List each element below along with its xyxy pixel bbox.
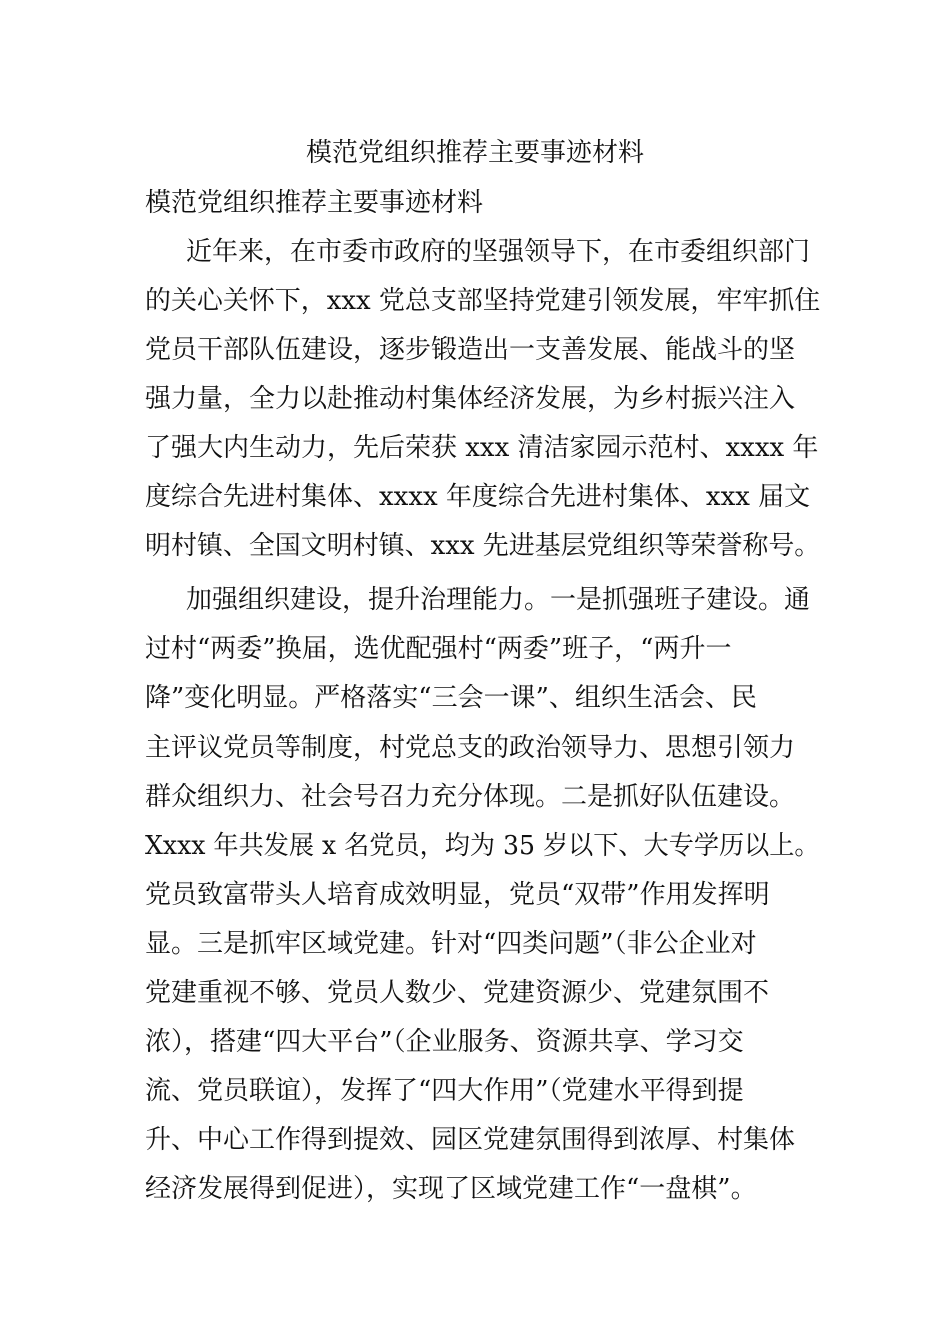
document-title: 模范党组织推荐主要事迹材料 xyxy=(305,138,644,168)
document-subtitle: 模范党组织推荐主要事迹材料 xyxy=(145,188,484,218)
paragraph-line: 明村镇、全国文明村镇、xxx 先进基层党组织等荣誉称号。 xyxy=(145,531,821,561)
paragraph-line: 群众组织力、社会号召力充分体现。二是抓好队伍建设。 xyxy=(145,782,796,812)
paragraph-line: 强力量，全力以赴推动村集体经济发展，为乡村振兴注入 xyxy=(145,384,796,414)
paragraph-line: 党员致富带头人培育成效明显，党员“双带”作用发挥明 xyxy=(145,880,770,910)
paragraph-line: 主评议党员等制度，村党总支的政治领导力、思想引领力 xyxy=(145,733,796,763)
paragraph-line: 浓），搭建“四大平台”（企业服务、资源共享、学习交 xyxy=(145,1027,744,1057)
paragraph-line: 降”变化明显。严格落实“三会一课”、组织生活会、民 xyxy=(145,683,757,713)
paragraph-line: 加强组织建设，提升治理能力。一是抓强班子建设。通 xyxy=(186,585,811,615)
paragraph-line: 近年来，在市委市政府的坚强领导下，在市委组织部门 xyxy=(186,237,811,267)
paragraph-line: 度综合先进村集体、xxxx 年度综合先进村集体、xxx 届文 xyxy=(145,482,811,512)
paragraph-line: 显。三是抓牢区域党建。针对“四类问题”（非公企业对 xyxy=(145,929,757,959)
paragraph-line: 经济发展得到促进），实现了区域党建工作“一盘棋”。 xyxy=(145,1174,757,1204)
paragraph-line: 党建重视不够、党员人数少、党建资源少、党建氛围不 xyxy=(145,978,770,1008)
paragraph-line: 了强大内生动力，先后荣获 xxx 清洁家园示范村、xxxx 年 xyxy=(145,433,819,463)
paragraph-line: 流、党员联谊），发挥了“四大作用”（党建水平得到提 xyxy=(145,1076,744,1106)
paragraph-line: 升、中心工作得到提效、园区党建氛围得到浓厚、村集体 xyxy=(145,1125,796,1155)
paragraph-line: 过村“两委”换届，选优配强村“两委”班子，“两升一 xyxy=(145,634,732,664)
paragraph-line: 的关心关怀下，xxx 党总支部坚持党建引领发展，牢牢抓住 xyxy=(145,286,821,316)
paragraph-line: 党员干部队伍建设，逐步锻造出一支善发展、能战斗的坚 xyxy=(145,335,796,365)
paragraph-line: Xxxx 年共发展 x 名党员，均为 35 岁以下、大专学历以上。 xyxy=(145,831,820,861)
